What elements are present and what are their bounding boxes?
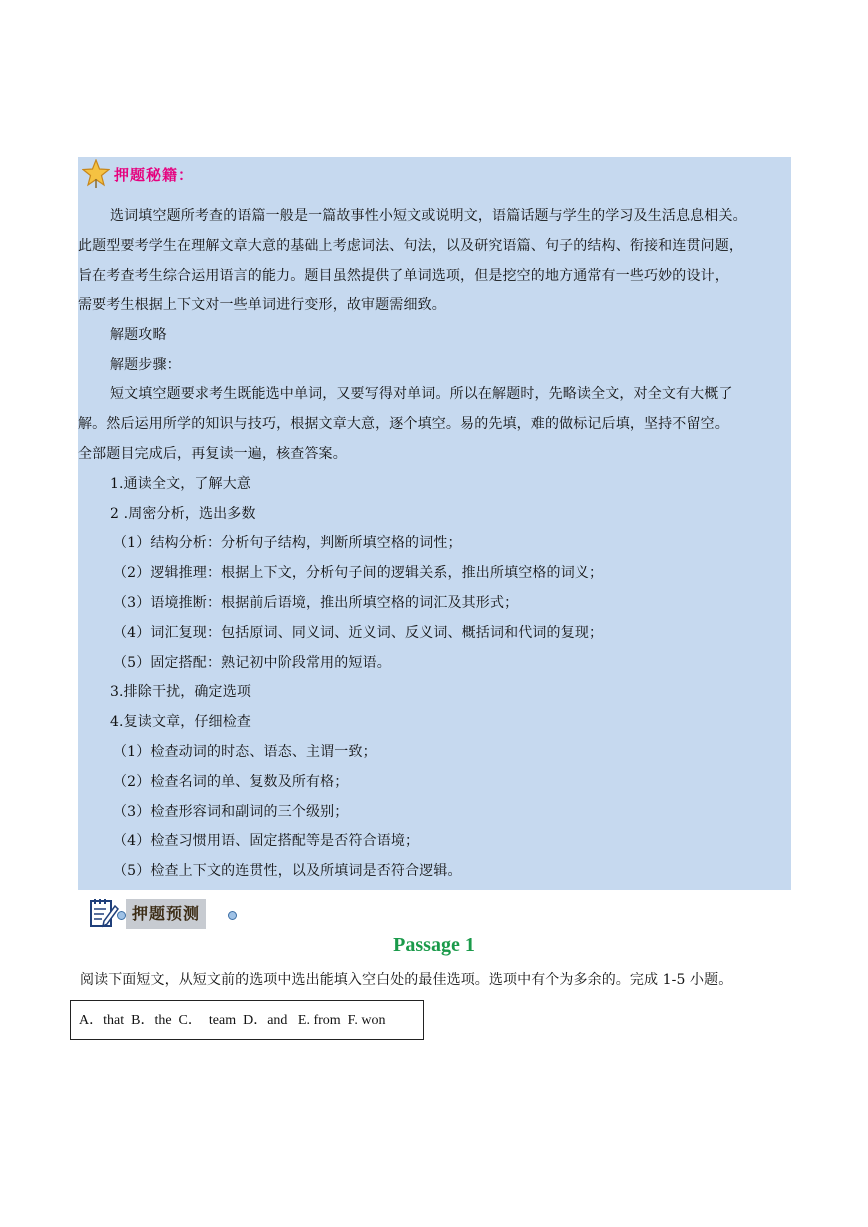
passage-title: Passage 1 bbox=[393, 934, 475, 956]
tips-line: 解题步骤： bbox=[110, 357, 181, 373]
tips-line: 选词填空题所考查的语篇一般是一篇故事性小短文或说明文，语篇话题与学生的学习及生活息息相关。 bbox=[110, 208, 747, 224]
tips-title: 押题秘籍： bbox=[114, 165, 195, 184]
word-options: A．that B．the C． team D．and E. from F. won bbox=[79, 1013, 386, 1028]
tips-line: 解题攻略 bbox=[110, 327, 167, 343]
tips-line: （5）固定搭配：熟记初中阶段常用的短语。 bbox=[113, 655, 391, 671]
predict-label: 押题预测 bbox=[126, 899, 206, 929]
tips-box bbox=[78, 157, 791, 890]
tips-line: （3）检查形容词和副词的三个级别； bbox=[113, 804, 349, 820]
tips-line: （2）逻辑推理：根据上下文，分析句子间的逻辑关系，推出所填空格的词义； bbox=[113, 565, 604, 581]
tips-line: 需要考生根据上下文对一些单词进行变形，故审题需细致。 bbox=[78, 297, 446, 313]
tips-line: （1）检查动词的时态、语态、主谓一致； bbox=[113, 744, 377, 760]
tips-header bbox=[82, 159, 194, 189]
tips-line: 旨在考查考生综合运用语言的能力。题目虽然提供了单词选项，但是挖空的地方通常有一些巧妙的设计， bbox=[78, 268, 729, 284]
notepad-pen-icon bbox=[88, 896, 120, 930]
tips-line: 此题型要考学生在理解文章大意的基础上考虑词法、句法，以及研究语篇、句子的结构、衔接和连贯问题， bbox=[78, 238, 744, 254]
tips-line: 3.排除干扰，确定选项 bbox=[110, 684, 252, 700]
tips-line: （4）词汇复现：包括原词、同义词、近义词、反义词、概括词和代词的复现； bbox=[113, 625, 604, 641]
tips-line: （1）结构分析：分析句子结构，判断所填空格的词性； bbox=[113, 535, 462, 551]
tips-line: （3）语境推断：根据前后语境，推出所填空格的词汇及其形式； bbox=[113, 595, 519, 611]
tips-line: 短文填空题要求考生既能选中单词，又要写得对单词。所以在解题时，先略读全文，对全文有大概了 bbox=[110, 386, 733, 402]
tips-line: （5）检查上下文的连贯性，以及所填词是否符合逻辑。 bbox=[113, 863, 462, 879]
tips-line: 2 .周密分析，选出多数 bbox=[110, 506, 256, 522]
decorative-dot bbox=[228, 911, 237, 920]
tips-line: 解。然后运用所学的知识与技巧，根据文章大意，逐个填空。易的先填，难的做标记后填，坚持不留空。 bbox=[78, 416, 729, 432]
word-options-box bbox=[70, 1000, 424, 1040]
tips-line: （4）检查习惯用语、固定搭配等是否符合语境； bbox=[113, 833, 420, 849]
tips-line: 1.通读全文，了解大意 bbox=[110, 476, 252, 492]
passage-instructions: 阅读下面短文，从短文前的选项中选出能填入空白处的最佳选项。选项中有个为多余的。完成 1-5 小题。 bbox=[80, 972, 733, 988]
tips-line: （2）检查名词的单、复数及所有格； bbox=[113, 774, 349, 790]
star-icon bbox=[82, 159, 110, 189]
tips-line: 全部题目完成后，再复读一遍，核查答案。 bbox=[78, 446, 347, 462]
decorative-dot bbox=[117, 911, 126, 920]
tips-line: 4.复读文章，仔细检查 bbox=[110, 714, 252, 730]
